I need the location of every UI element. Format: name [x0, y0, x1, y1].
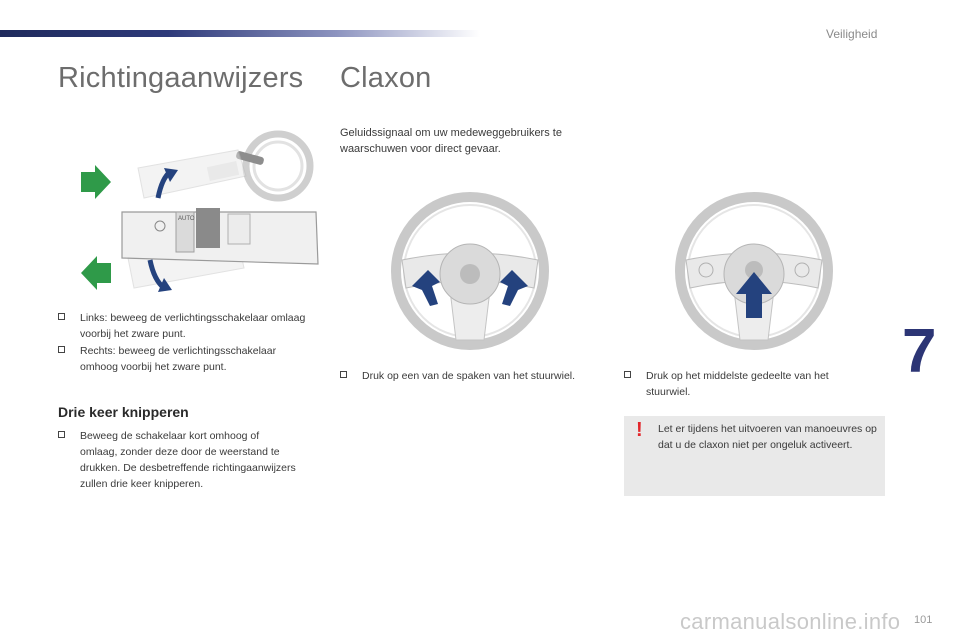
page-title-horn: Claxon [340, 62, 432, 94]
indicator-stalk-illustration [78, 128, 328, 303]
subheading-three-flashes: Drie keer knipperen [58, 404, 189, 420]
three-flashes-list [58, 428, 298, 493]
bullet-icon [58, 346, 65, 353]
steering-wheel-icon [246, 134, 310, 198]
list-item: Druk op het middelste gedeelte van het stuurwiel. [624, 368, 874, 400]
page-number: 101 [914, 614, 933, 626]
warning-icon: ! [636, 419, 643, 441]
horn-intro: Geluidssignaal om uw medeweggebruikers te waarschuwen voor direct gevaar. [340, 127, 562, 155]
watermark: carmanualsonline.info [680, 609, 901, 634]
list-item: Beweeg de schakelaar kort omhoog of omlaag, zonder deze door de weerstand te drukken. De desbetreffende richtingaanwijzers zullen drie keer knipperen. [58, 428, 298, 492]
bullet-icon [58, 431, 65, 438]
horn-spokes-list [340, 368, 580, 385]
chapter-number: 7 [902, 317, 937, 386]
bullet-icon [58, 313, 65, 320]
header-bar [0, 30, 480, 37]
bullet-icon [340, 371, 347, 378]
steering-wheel-spokes-illustration [388, 190, 552, 352]
stalk-label: AUTO [178, 216, 195, 222]
list-item: Links: beweeg de verlichtingsschakelaar omlaag voorbij het zware punt. [58, 310, 316, 342]
list-item: Druk op een van de spaken van het stuurwiel. [340, 368, 580, 384]
arrow-down-icon [81, 256, 111, 290]
steering-wheel-icon [680, 197, 828, 345]
arrow-right-icon [81, 165, 111, 199]
warning-note-text: Let er tijdens het uitvoeren van manoeuvres op dat u de claxon niet per ongeluk activeert. [658, 423, 877, 451]
section-label: Veiligheid [826, 27, 878, 41]
page-title-indicators: Richtingaanwijzers [58, 62, 304, 94]
bullet-icon [624, 371, 631, 378]
list-item: Rechts: beweeg de verlichtingsschakelaar omhoog voorbij het zware punt. [58, 343, 316, 375]
horn-center-list [624, 368, 874, 401]
steering-wheel-center-illustration [672, 190, 836, 352]
steering-wheel-icon [396, 197, 544, 345]
indicator-list [58, 310, 316, 376]
warning-note [624, 416, 885, 496]
